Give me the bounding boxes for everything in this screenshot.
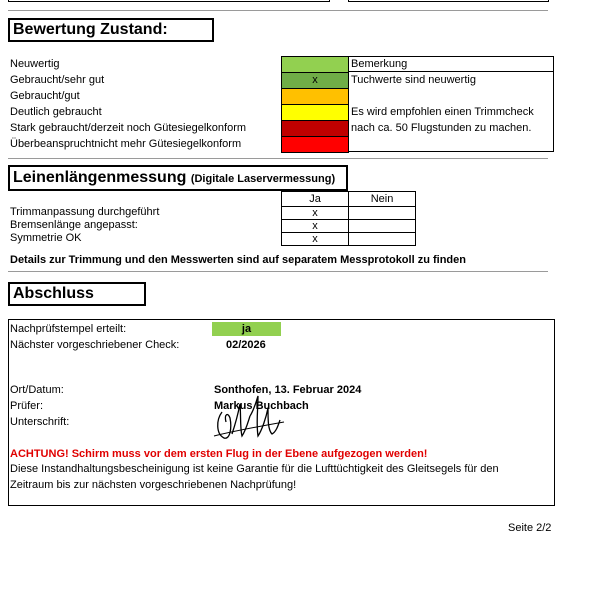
bewertung-level-swatch	[281, 136, 349, 153]
ort-label: Ort/Datum:	[10, 384, 64, 396]
bewertung-level-label: Neuwertig	[10, 58, 60, 70]
bewertung-level-swatch	[281, 56, 349, 73]
ort-value: Sonthofen, 13. Februar 2024	[214, 384, 362, 396]
warning-text: ACHTUNG! Schirm muss vor dem ersten Flug in der Ebene aufgezogen werden!	[10, 448, 428, 460]
disclaimer-line1: Diese Instandhaltungsbescheinigung ist keine Garantie für die Lufttüchtigkeit des Gleitsegels für den	[10, 463, 499, 475]
bewertung-title	[8, 18, 214, 42]
leinen-title-text: Leinenlängenmessung	[13, 169, 187, 186]
check-value: 02/2026	[226, 339, 266, 351]
bewertung-level-label: Stark gebraucht/derzeit noch Gütesiegelkonform	[10, 122, 247, 134]
leinen-cell-ja: x	[281, 206, 349, 220]
unterschrift-label: Unterschrift:	[10, 416, 70, 428]
bewertung-level-swatch	[281, 88, 349, 105]
top-remnant-right-box	[348, 0, 549, 2]
stempel-value-text: ja	[241, 323, 252, 335]
bewertung-level-label: Deutlich gebraucht	[10, 106, 102, 118]
leinen-title-small: (Digitale Laservermessung)	[190, 173, 336, 185]
bemerkung-line: Tuchwerte sind neuwertig	[351, 74, 476, 86]
leinen-cell-nein	[348, 219, 416, 233]
bemerkung-box	[348, 56, 554, 152]
bemerkung-lines	[349, 72, 553, 152]
leinen-col-ja	[281, 191, 349, 207]
pruefer-label: Prüfer:	[10, 400, 44, 412]
bewertung-level-swatch	[281, 104, 349, 121]
leinen-details: Details zur Trimmung und den Messwerten sind auf separatem Messprotokoll zu finden	[10, 254, 466, 266]
bewertung-level-label: Gebraucht/sehr gut	[10, 74, 105, 86]
divider	[8, 10, 548, 11]
bewertung-level-label: Überbeanspruchtnicht mehr Gütesiegelkonform	[10, 138, 242, 150]
disclaimer-line2: Zeitraum bis zur nächsten vorgeschriebenen Nachprüfung!	[10, 479, 297, 491]
leinen-row-label: Bremsenlänge angepasst:	[10, 219, 138, 231]
leinen-col-nein	[348, 191, 416, 207]
leinen-cell-ja: x	[281, 232, 349, 246]
pruefer-value: Markus Buchbach	[214, 400, 309, 412]
leinen-row-label: Trimmanpassung durchgeführt	[10, 206, 160, 218]
bemerkung-header-text: Bemerkung	[351, 58, 408, 70]
bewertung-level-swatch	[281, 120, 349, 137]
leinen-cell-nein	[348, 206, 416, 220]
bemerkung-line: nach ca. 50 Flugstunden zu machen.	[351, 122, 532, 134]
leinen-col-ja-text: Ja	[309, 193, 321, 205]
signature-image	[210, 392, 290, 444]
leinen-col-nein-text: Nein	[370, 193, 394, 205]
divider	[8, 158, 548, 159]
bewertung-level-mark: x	[312, 74, 318, 86]
stempel-value	[212, 322, 281, 336]
leinen-title	[8, 165, 348, 191]
leinen-cell-nein	[348, 232, 416, 246]
divider	[8, 271, 548, 272]
bemerkung-line	[349, 88, 553, 104]
bemerkung-header	[349, 57, 553, 72]
bewertung-level-swatch	[281, 72, 349, 89]
bemerkung-line: Es wird empfohlen einen Trimmcheck	[351, 106, 534, 118]
bewertung-level-label: Gebraucht/gut	[10, 90, 80, 102]
stempel-label: Nachprüfstempel erteilt:	[10, 323, 127, 335]
bewertung-title-text: Bewertung Zustand:	[13, 21, 168, 38]
top-remnant-left-box	[8, 0, 330, 2]
bemerkung-line	[349, 136, 553, 152]
page-number: Seite 2/2	[508, 522, 552, 534]
leinen-cell-ja: x	[281, 219, 349, 233]
abschluss-title	[8, 282, 146, 306]
abschluss-title-text: Abschluss	[13, 285, 94, 302]
check-label: Nächster vorgeschriebener Check:	[10, 339, 180, 351]
leinen-row-label: Symmetrie OK	[10, 232, 82, 244]
